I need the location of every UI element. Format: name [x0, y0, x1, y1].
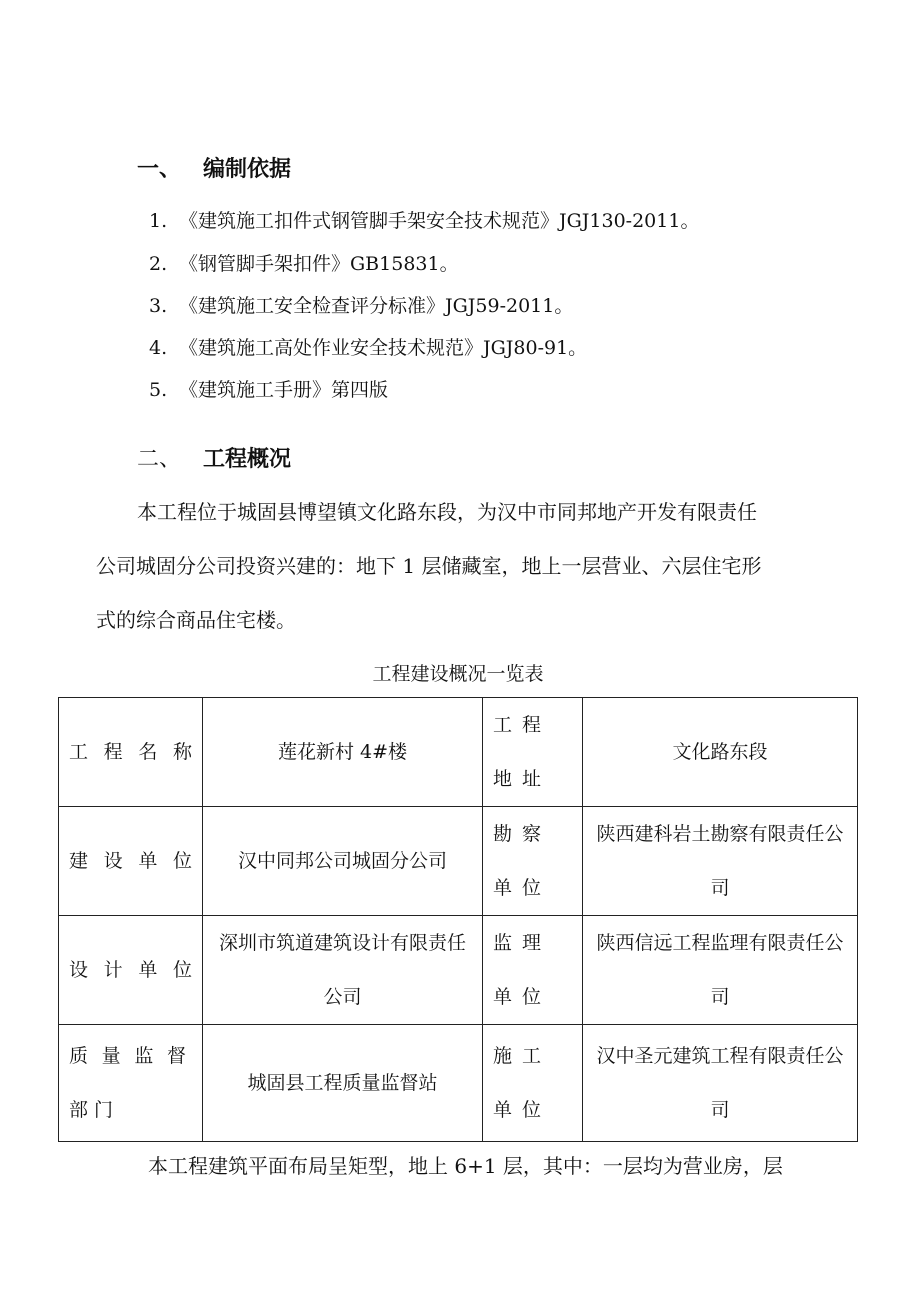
table-cell-label: 设计单位 [59, 916, 203, 1025]
table-cell-value: 深圳市筑道建筑设计有限责任公司 [203, 916, 483, 1025]
table-cell-label: 勘察单位 [483, 807, 583, 916]
list-item-number: 3. [149, 295, 168, 317]
table-cell-label: 建设单位 [59, 807, 203, 916]
table-cell-value: 汉中圣元建筑工程有限责任公司 [583, 1025, 858, 1142]
table-cell-value: 陕西信远工程监理有限责任公司 [583, 916, 858, 1025]
list-item-text: 《建筑施工扣件式钢管脚手架安全技术规范》JGJ130-2011。 [179, 210, 700, 232]
table-cell-value: 汉中同邦公司城固分公司 [203, 807, 483, 916]
list-item-number: 5. [149, 379, 168, 401]
list-item-text: 《建筑施工安全检查评分标准》JGJ59-2011。 [179, 295, 574, 317]
closing-paragraph-line: 本工程建筑平面布局呈矩型，地上 6+1 层，其中：一层均为营业房，层 [148, 1154, 783, 1178]
table-cell-label: 质量监督部门 [59, 1025, 203, 1142]
table-row [59, 916, 858, 1025]
section-number: 二、 [137, 447, 182, 472]
list-item [149, 291, 573, 318]
table-cell-value: 莲花新村 4#楼 [203, 698, 483, 807]
table-cell-value: 城固县工程质量监督站 [203, 1025, 483, 1142]
paragraph-line: 公司城固分公司投资兴建的：地下 1 层储藏室，地上一层营业、六层住宅形 [96, 554, 762, 578]
table-caption: 工程建设概况一览表 [372, 663, 544, 685]
table-cell-label: 监理单位 [483, 916, 583, 1025]
table-cell-label: 工程名称 [59, 698, 203, 807]
list-item-text: 《钢管脚手架扣件》GB15831。 [179, 253, 459, 275]
list-item [149, 375, 388, 402]
list-item-number: 2. [149, 253, 168, 275]
table-cell-value: 文化路东段 [583, 698, 858, 807]
list-item-text: 《建筑施工手册》第四版 [179, 379, 389, 401]
list-item [149, 333, 587, 360]
table-row [59, 1025, 858, 1142]
section-title: 编制依据 [203, 157, 292, 182]
list-item-number: 4. [149, 337, 168, 359]
table-row [59, 698, 858, 807]
table-row [59, 807, 858, 916]
paragraph-line: 本工程位于城固县博望镇文化路东段，为汉中市同邦地产开发有限责任 [137, 500, 757, 524]
list-item-text: 《建筑施工高处作业安全技术规范》JGJ80-91。 [179, 337, 588, 359]
list-item-number: 1. [149, 210, 168, 232]
list-item [149, 206, 699, 233]
project-info-table [58, 697, 858, 1142]
section-number: 一、 [137, 157, 182, 182]
table-cell-label: 工程地址 [483, 698, 583, 807]
section-title: 工程概况 [203, 447, 292, 472]
table-cell-value: 陕西建科岩土勘察有限责任公司 [583, 807, 858, 916]
list-item [149, 249, 459, 276]
paragraph-line: 式的综合商品住宅楼。 [96, 608, 296, 632]
table-cell-label: 施工单位 [483, 1025, 583, 1142]
